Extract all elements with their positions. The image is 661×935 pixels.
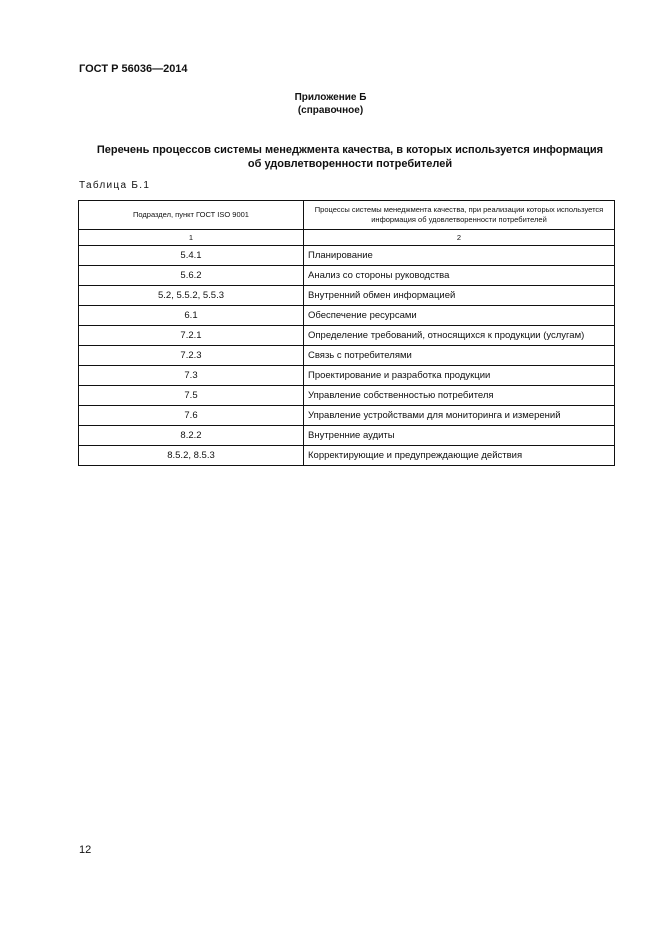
section-cell: 8.2.2 bbox=[79, 426, 304, 446]
processes-table bbox=[78, 200, 615, 466]
section-cell: 7.3 bbox=[79, 366, 304, 386]
section-cell: 7.2.1 bbox=[79, 326, 304, 346]
table-row bbox=[79, 426, 615, 446]
table-row bbox=[79, 366, 615, 386]
section-cell: 7.5 bbox=[79, 386, 304, 406]
table-row bbox=[79, 346, 615, 366]
process-cell: Внутренние аудиты bbox=[304, 426, 615, 446]
table-row bbox=[79, 386, 615, 406]
standard-number: ГОСТ Р 56036—2014 bbox=[79, 63, 188, 75]
section-cell: 5.2, 5.5.2, 5.5.3 bbox=[79, 286, 304, 306]
section-cell: 5.6.2 bbox=[79, 266, 304, 286]
heading-line-1: Перечень процессов системы менеджмента качества, в которых используется информация bbox=[96, 144, 604, 156]
appendix-title-block bbox=[0, 91, 661, 117]
appendix-title: Приложение Б bbox=[294, 92, 367, 103]
page-number: 12 bbox=[79, 844, 92, 856]
col1-number: 1 bbox=[79, 230, 304, 246]
table-header-row bbox=[79, 201, 615, 230]
table-row bbox=[79, 326, 615, 346]
appendix-subtitle: (справочное) bbox=[297, 105, 364, 116]
process-cell: Анализ со стороны руководства bbox=[304, 266, 615, 286]
col2-number: 2 bbox=[304, 230, 615, 246]
table-caption: Таблица Б.1 bbox=[79, 180, 151, 191]
process-cell: Корректирующие и предупреждающие действия bbox=[304, 446, 615, 466]
table-row bbox=[79, 446, 615, 466]
document-heading bbox=[60, 143, 640, 171]
process-cell: Обеспечение ресурсами bbox=[304, 306, 615, 326]
section-cell: 8.5.2, 8.5.3 bbox=[79, 446, 304, 466]
section-cell: 7.6 bbox=[79, 406, 304, 426]
process-cell: Планирование bbox=[304, 246, 615, 266]
process-cell: Проектирование и разработка продукции bbox=[304, 366, 615, 386]
process-cell: Связь с потребителями bbox=[304, 346, 615, 366]
table-row bbox=[79, 266, 615, 286]
section-cell: 6.1 bbox=[79, 306, 304, 326]
table-number-row bbox=[79, 230, 615, 246]
section-cell: 7.2.3 bbox=[79, 346, 304, 366]
process-cell: Определение требований, относящихся к продукции (услугам) bbox=[304, 326, 615, 346]
process-cell: Внутренний обмен информацией bbox=[304, 286, 615, 306]
table-row bbox=[79, 286, 615, 306]
table-row bbox=[79, 306, 615, 326]
table-row bbox=[79, 246, 615, 266]
col1-header: Подраздел, пункт ГОСТ ISO 9001 bbox=[79, 201, 304, 230]
table-row bbox=[79, 406, 615, 426]
process-cell: Управление собственностью потребителя bbox=[304, 386, 615, 406]
col2-header: Процессы системы менеджмента качества, при реализации которых используется информация об удовлетворенности потребителей bbox=[304, 201, 615, 230]
heading-line-2: об удовлетворенности потребителей bbox=[247, 158, 453, 170]
section-cell: 5.4.1 bbox=[79, 246, 304, 266]
process-cell: Управление устройствами для мониторинга и измерений bbox=[304, 406, 615, 426]
